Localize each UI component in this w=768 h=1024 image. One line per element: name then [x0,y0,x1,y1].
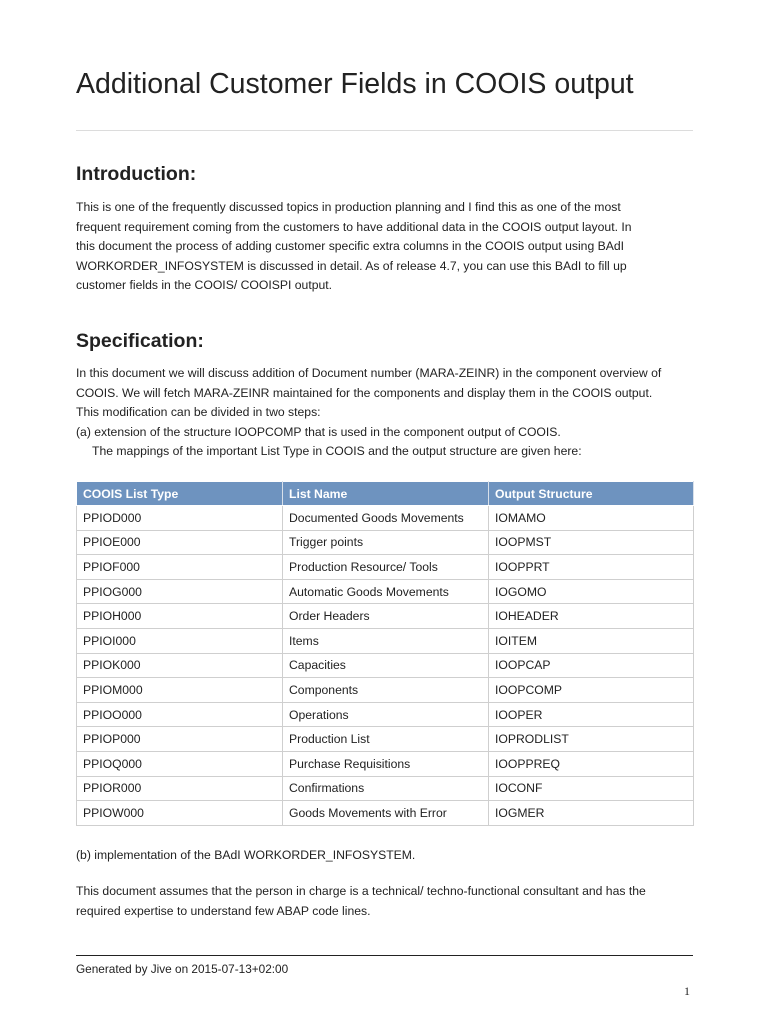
footer-divider [76,955,693,956]
cell-output-structure: IOOPPRT [489,555,694,580]
footer-generated-text: Generated by Jive on 2015-07-13+02:00 [76,962,289,976]
cell-list-type: PPIOQ000 [77,751,283,776]
cell-list-type: PPIOE000 [77,530,283,555]
table-row [77,628,694,653]
cell-list-name: Capacities [283,653,489,678]
specification-heading: Specification: [76,330,204,352]
cell-list-type: PPIOO000 [77,702,283,727]
table-row [77,678,694,703]
introduction-line: This is one of the frequently discussed topics in production planning and I find this as one of the most [76,200,621,214]
cell-output-structure: IOOPER [489,702,694,727]
cell-list-name: Confirmations [283,776,489,801]
table-row [77,751,694,776]
cell-list-name: Order Headers [283,604,489,629]
column-header-list-type: COOIS List Type [77,482,283,506]
assumption-line: This document assumes that the person in charge is a technical/ techno-functional consultant and has the [76,884,646,898]
specification-indented-line: The mappings of the important List Type in COOIS and the output structure are given here: [92,444,582,458]
specification-paragraph [76,364,693,462]
cell-output-structure: IOOPPREQ [489,751,694,776]
specification-line: This modification can be divided in two steps: [76,405,321,419]
page-number: 1 [684,984,690,998]
cell-list-type: PPIOR000 [77,776,283,801]
table-row [77,506,694,531]
specification-line: (a) extension of the structure IOOPCOMP that is used in the component output of COOIS. [76,424,561,439]
cell-list-name: Production Resource/ Tools [283,555,489,580]
cell-output-structure: IOOPCOMP [489,678,694,703]
step-b-paragraph [76,846,693,866]
table-row [77,801,694,826]
cell-list-type: PPIOW000 [77,801,283,826]
cell-list-type: PPIOP000 [77,727,283,752]
table-header-row [77,482,694,506]
cell-output-structure: IOHEADER [489,604,694,629]
cell-list-type: PPIOM000 [77,678,283,703]
cell-list-type: PPIOK000 [77,653,283,678]
introduction-line: this document the process of adding customer specific extra columns in the COOIS output using BAdI [76,239,625,253]
cell-list-name: Documented Goods Movements [283,506,489,531]
cell-list-type: PPIOD000 [77,506,283,531]
cell-list-name: Components [283,678,489,703]
table-body [77,506,694,826]
table-row [77,727,694,752]
cell-output-structure: IOCONF [489,776,694,801]
cell-output-structure: IOOPMST [489,530,694,555]
introduction-heading: Introduction: [76,163,197,185]
table-row [77,530,694,555]
assumption-line: required expertise to understand few ABAP code lines. [76,903,371,918]
cell-list-type: PPIOI000 [77,628,283,653]
assumption-paragraph [76,882,693,921]
table-row [77,579,694,604]
cell-list-type: PPIOH000 [77,604,283,629]
cell-list-type: PPIOG000 [77,579,283,604]
column-header-output-structure: Output Structure [489,482,694,506]
cell-output-structure: IOOPCAP [489,653,694,678]
cell-list-type: PPIOF000 [77,555,283,580]
cell-list-name: Operations [283,702,489,727]
cell-list-name: Production List [283,727,489,752]
introduction-paragraph [76,198,693,296]
table-row [77,776,694,801]
specification-line: COOIS. We will fetch MARA-ZEINR maintained for the components and display them in the COOIS output. [76,385,653,400]
table-row [77,653,694,678]
introduction-line: frequent requirement coming from the customers to have additional data in the COOIS output layout. In [76,219,632,234]
specification-line: In this document we will discuss addition of Document number (MARA-ZEINR) in the component overview of [76,366,662,380]
step-b-line: (b) implementation of the BAdI WORKORDER_INFOSYSTEM. [76,848,416,862]
cell-output-structure: IOPRODLIST [489,727,694,752]
introduction-line: WORKORDER_INFOSYSTEM is discussed in detail. As of release 4.7, you can use this BAdI to fill up [76,258,627,273]
cell-output-structure: IOGOMO [489,579,694,604]
cell-output-structure: IOGMER [489,801,694,826]
title-divider [76,130,693,131]
cell-list-name: Goods Movements with Error [283,801,489,826]
cell-list-name: Items [283,628,489,653]
cell-list-name: Trigger points [283,530,489,555]
table-row [77,604,694,629]
cell-output-structure: IOITEM [489,628,694,653]
cell-output-structure: IOMAMO [489,506,694,531]
cell-list-name: Purchase Requisitions [283,751,489,776]
list-type-table [76,481,694,826]
table-row [77,555,694,580]
cell-list-name: Automatic Goods Movements [283,579,489,604]
page-title: Additional Customer Fields in COOIS output [76,68,634,100]
column-header-list-name: List Name [283,482,489,506]
table-row [77,702,694,727]
introduction-line: customer fields in the COOIS/ COOISPI output. [76,278,333,292]
